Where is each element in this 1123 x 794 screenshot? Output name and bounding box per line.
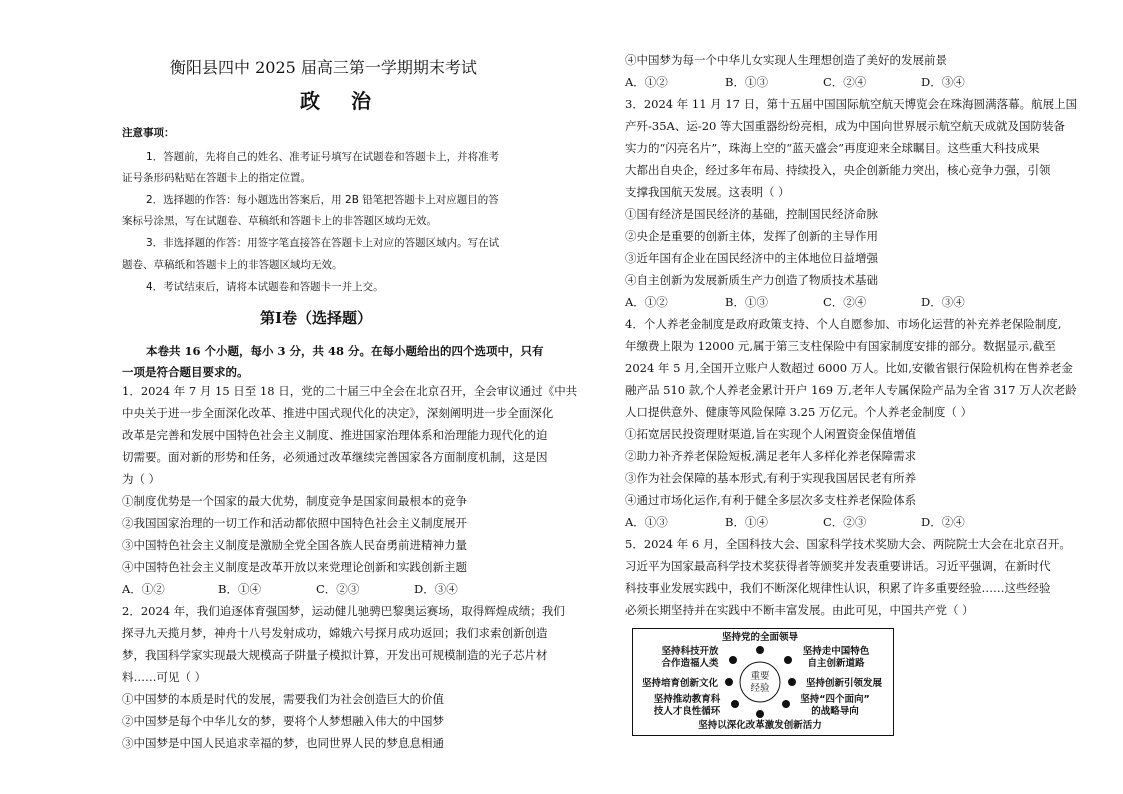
diagram-label: 坚持培育创新文化 (641, 678, 719, 689)
diagram-dot (729, 656, 737, 664)
diagram-center-circle (740, 662, 780, 702)
q4-stem: 4．个人养老金制度是政府政策支持、个人自愿参加、市场化运营的补充养老保险制度, (625, 317, 1062, 331)
q1-statement: ②我国国家治理的一切工作和活动都依照中国特色社会主义制度展开 (122, 516, 467, 530)
q2-stem: 梦，我国科学家实现最大规模高子阱量子模拟计算，开发出可规模制造的光子芯片材 (122, 648, 548, 662)
diagram-label: 坚持科技开放 (661, 646, 719, 657)
part-title: 第Ⅰ卷（选择题） (260, 309, 373, 327)
diagram-label: 自主创新道路 (807, 658, 865, 669)
option-b[interactable]: B．①④ (218, 582, 261, 596)
diagram-dot (731, 700, 739, 708)
option-c[interactable]: C．②③ (823, 515, 867, 529)
option-d[interactable]: D．③④ (921, 295, 965, 309)
q1-stem: 切需要。面对新的形势和任务，必须通过改革继续完善国家各方面制度机制，这是因 (122, 450, 548, 464)
q4-statement: ②助力补齐养老保险短板,满足老年人多样化养老保障需求 (625, 449, 917, 463)
q1-statement: ④中国特色社会主义制度是改革开放以来党理论创新和实践创新主题 (122, 560, 467, 574)
q2-statement: ③中国梦是中国人民追求幸福的梦，也同世界人民的梦息息相通 (122, 736, 444, 750)
option-c[interactable]: C．②③ (316, 582, 360, 596)
diagram-label: 坚持走中国特色 (802, 646, 870, 657)
notice-line: 4．考试结束后，请将本试题卷和答题卡一并上交。 (146, 281, 384, 293)
option-c[interactable]: C．②④ (823, 295, 867, 309)
option-d[interactable]: D．②④ (921, 515, 965, 529)
notice-line: 1．答题前，先将自己的姓名、准考证号填写在试题卷和答题卡上，并将准考 (146, 151, 500, 163)
q3-stem: 支撑我国航天发展。这表明（ ） (625, 185, 790, 199)
q1-stem: 中央关于进一步全面深化改革、推进中国式现代化的决定》，深刻阐明进一步全面深化 (122, 406, 554, 420)
q1-stem: 为（ ） (122, 472, 161, 486)
q2-statement: ②中国梦是每个中华儿女的梦，要将个人梦想融入伟大的中国梦 (122, 714, 444, 728)
diagram-label: 坚持创新引领发展 (805, 678, 883, 689)
q1-stem: 改革是完善和发展中国特色社会主义制度、推进国家治理体系和治理能力现代化的迫 (122, 428, 548, 442)
notice-line: 题卷、草稿纸和答题卡上的非答题区域均无效。 (122, 259, 343, 271)
diagram-label: 坚持“四个面向” (800, 694, 870, 705)
q1-statement: ③中国特色社会主义制度是激励全党全国各族人民奋勇前进精神力量 (122, 538, 467, 552)
q4-statement: ③作为社会保障的基本形式,有利于实现我国居民老有所养 (625, 471, 917, 485)
option-b[interactable]: B．①③ (725, 75, 768, 89)
diagram-dot (725, 678, 733, 686)
q3-stem: 实力的“闪亮名片”，珠海上空的“蓝天盛会”再度迎来全球瞩目。这些重大科技成果 (625, 141, 1040, 155)
q4-stem: 融产品 510 款,个人养老金累计开户 169 万,老年人专属保险产品为全省 317 万人次老龄 (625, 383, 1077, 397)
option-d[interactable]: D．③④ (414, 582, 458, 596)
diagram-label: 合作造福人类 (661, 658, 719, 669)
option-c[interactable]: C．②④ (823, 75, 867, 89)
q4-stem: 2024 年 5 月,全国开立账户人数超过 6000 万人。比如,安徽省银行保险机构在售养老金 (625, 361, 1073, 375)
notice-line: 3．非选择题的作答：用签字笔直接答在答题卡上对应的答题区域内。写在试 (146, 237, 500, 249)
q1-statement: ①制度优势是一个国家的最大优势，制度竞争是国家间最根本的竞争 (122, 494, 467, 508)
diagram-label-bottom: 坚持以深化改革激发创新活力 (698, 720, 822, 731)
q2-statement: ①中国梦的本质是时代的发展，需要我们为社会创造巨大的价值 (122, 692, 444, 706)
q4-stem: 年缴费上限为 12000 元,属于第三支柱保险中有国家制度安排的部分。数据显示,截至 (625, 339, 1056, 353)
part-instruction: 本卷共 16 个小题，每小 3 分，共 48 分。在每小题给出的四个选项中，只有 (146, 344, 544, 358)
q5-stem: 科技事业发展实践中，我们不断深化规律性认识，积累了许多重要经验……这些经验 (625, 581, 1051, 595)
q5-stem: 习近平为国家最高科学技术奖获得者等颁奖并发表重要讲话。习近平强调，在新时代 (625, 559, 1051, 573)
q3-statement: ③近年国有企业在国民经济中的主体地位日益增强 (625, 251, 878, 265)
q4-stem: 人口提供意外、健康等风险保障 3.25 万亿元。个人养老金制度（ ） (625, 405, 973, 419)
notice-heading: 注意事项： (122, 127, 175, 139)
diagram-label-top: 坚持党的全面领导 (721, 632, 799, 643)
notice-line: 证号条形码粘贴在答题卡上的指定位置。 (122, 172, 311, 184)
q3-stem: 产歼-35A、运-20 等大国重器纷纷亮相，成为中国向世界展示航空航天成就及国防装备 (625, 119, 1065, 133)
q5-stem: 5．2024 年 6 月，全国科技大会、国家科学技术奖励大会、两院院士大会在北京召开。 (625, 537, 1071, 551)
diagram-label: 技人才良性循环 (653, 706, 721, 717)
option-a[interactable]: A．①② (625, 75, 668, 89)
q4-statement: ①拓宽居民投资理财渠道,旨在实现个人闲置资金保值增值 (625, 427, 917, 441)
q3-statement: ①国有经济是国民经济的基础，控制国民经济命脉 (625, 207, 878, 221)
diagram-dot (756, 646, 764, 654)
q3-stem: 3．2024 年 11 月 17 日，第十五届中国国际航空航天博览会在珠海圆满落幕。航展上国 (625, 97, 1078, 111)
diagram-dot (782, 700, 790, 708)
diagram-dot (788, 678, 796, 686)
q2-stem: 探寻九天揽月梦，神舟十八号发射成功，嫦娥六号探月成功返回；我们求索创新创造 (122, 626, 548, 640)
exam-title: 衡阳县四中 2025 届高三第一学期期末考试 (170, 58, 477, 77)
option-d[interactable]: D．③④ (921, 75, 965, 89)
notice-line: 案标号涂黑，写在试题卷、草稿纸和答题卡上的非答题区域均无效。 (122, 215, 437, 227)
diagram-label: 坚持推动教育科 (653, 694, 721, 705)
option-b[interactable]: B．①④ (725, 515, 768, 529)
option-a[interactable]: A．①② (122, 582, 165, 596)
q5-stem: 必须长期坚持并在实践中不断丰富发展。由此可见，中国共产党（ ） (625, 603, 974, 617)
option-b[interactable]: B．①③ (725, 295, 768, 309)
diagram-center-text: 重要 (750, 671, 770, 682)
q2-stem: 料……可见（ ） (122, 670, 207, 684)
q1-stem: 1．2024 年 7 月 15 日至 18 日，党的二十届三中全会在北京召开，全会审议通过《中共 (122, 384, 578, 398)
diagram-dot (784, 656, 792, 664)
diagram-center-text: 经验 (750, 683, 770, 694)
option-a[interactable]: A．①② (625, 295, 668, 309)
diagram-label: 的战略导向 (811, 706, 859, 717)
q5-experience-diagram (632, 628, 894, 736)
q2-statement: ④中国梦为每一个中华儿女实现人生理想创造了美好的发展前景 (625, 53, 947, 67)
q3-statement: ②央企是重要的创新主体，发挥了创新的主导作用 (625, 229, 878, 243)
q2-stem: 2．2024 年，我们追逐体育强国梦，运动健儿驰骋巴黎奥运赛场，取得辉煌成绩；我们 (122, 604, 565, 618)
subject-title: 政 治 (300, 89, 383, 113)
diagram-dot (756, 710, 764, 718)
q3-stem: 大都出自央企，经过多年布局、持续投入，央企创新能力突出，核心竞争力强，引领 (625, 163, 1051, 177)
q4-statement: ④通过市场化运作,有利于健全多层次多支柱养老保险体系 (625, 493, 917, 507)
part-instruction: 一项是符合题目要求的。 (122, 365, 249, 379)
option-a[interactable]: A．①③ (625, 515, 668, 529)
notice-line: 2．选择题的作答：每小题选出答案后，用 2B 铅笔把答题卡上对应题目的答 (146, 194, 499, 206)
q3-statement: ④自主创新为发展新质生产力创造了物质技术基础 (625, 273, 878, 287)
